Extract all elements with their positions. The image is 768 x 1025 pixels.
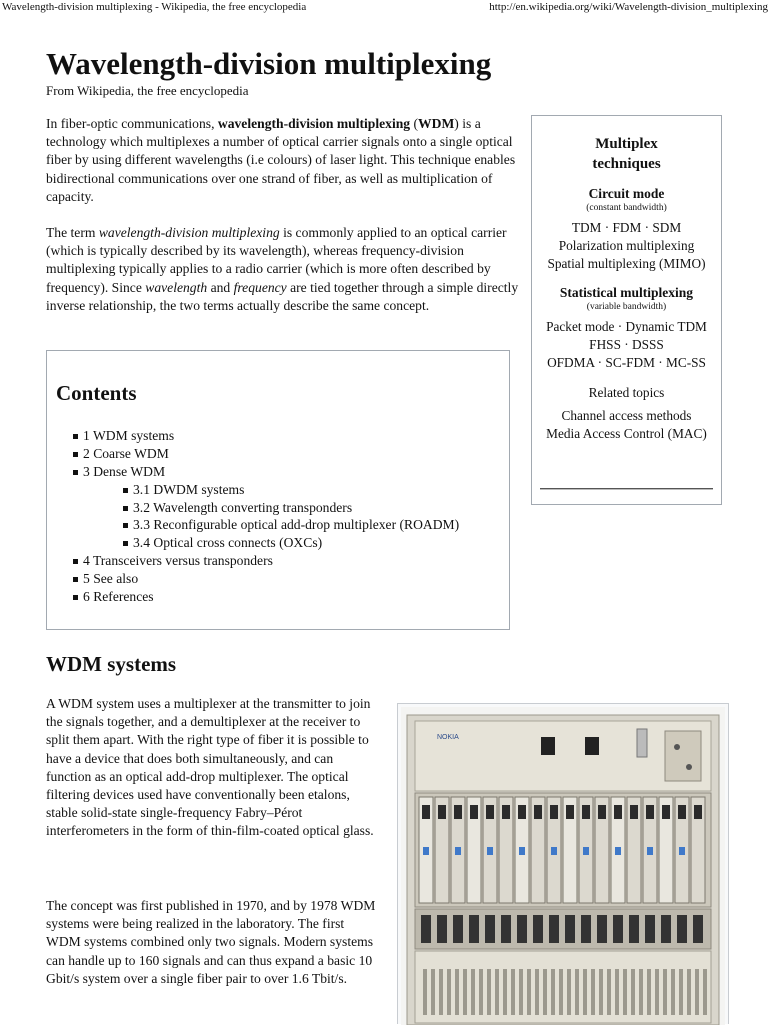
infobox-circuit-mode[interactable]: Circuit mode	[588, 186, 665, 201]
bullet-icon	[73, 559, 78, 564]
infobox-link[interactable]: FHSS · DSSS	[589, 337, 664, 352]
toc-title: Contents	[56, 381, 137, 405]
multiplex-techniques-infobox	[531, 115, 722, 505]
infobox-link[interactable]: Spatial multiplexing (MIMO)	[547, 256, 706, 271]
wdm-rack-photo	[401, 707, 725, 1025]
table-of-contents	[46, 350, 510, 630]
infobox-link[interactable]: Channel access methods	[561, 408, 692, 423]
toc-item[interactable]	[83, 588, 459, 606]
toc-item-label[interactable]: 1 WDM systems	[83, 428, 175, 443]
print-header-title: Wavelength-division multiplexing - Wikipedia, the free encyclopedia	[2, 1, 307, 13]
toc-subitem[interactable]	[133, 499, 459, 517]
intro-paragraph-1	[46, 115, 522, 206]
wdm-systems-paragraph-1: A WDM system uses a multiplexer at the transmitter to join the signals together, and a demultiplexer at the receiver to split them apart. With the right type of fiber it is possible to have a device that does both simultaneously, and can function as an optical add-drop multiplexer. The optical filtering devices used have conventionally been etalons, stable solid-state single-frequency Fabry–Pérot interferometers in the form of thin-film-coated optical glass.	[46, 696, 374, 839]
text-run: and	[207, 279, 234, 295]
bold-abbrev: WDM	[418, 116, 455, 131]
bullet-icon	[123, 541, 128, 546]
infobox-link[interactable]: Packet mode · Dynamic TDM	[546, 319, 707, 334]
text-run: (	[410, 116, 419, 131]
toc-item-label[interactable]: 3.4 Optical cross connects (OXCs)	[133, 535, 323, 551]
bullet-icon	[123, 523, 128, 528]
infobox-title: Multiplex techniques	[592, 136, 661, 172]
text-run: is commonly applied to an optical carrier (which is typically described by its wavelength), whereas frequency-division multiplexing typically applies to a radio carrier (which is more often described by frequency). Since	[46, 225, 507, 295]
toc-item[interactable]	[83, 552, 459, 570]
bullet-icon	[123, 488, 128, 493]
toc-item[interactable]	[83, 427, 459, 445]
italic-term: wavelength-division multiplexing	[98, 225, 280, 240]
toc-subitem[interactable]	[133, 534, 459, 552]
toc-item-label[interactable]: 3.1 DWDM systems	[133, 481, 245, 497]
infobox-link[interactable]: Media Access Control (MAC)	[546, 426, 707, 441]
toc-item[interactable]	[83, 445, 459, 463]
toc-item-label[interactable]: 4 Transceivers versus transponders	[83, 553, 273, 569]
infobox-link[interactable]: TDM · FDM · SDM	[571, 220, 682, 235]
text-run: In fiber-optic communications,	[46, 116, 218, 131]
bullet-icon	[123, 506, 128, 511]
infobox-link[interactable]: OFDMA · SC-FDM · MC-SS	[547, 355, 706, 370]
text-run: are tied together through a simple directly inverse relationship, the two terms actually describe the same concept.	[46, 279, 519, 313]
toc-item-label[interactable]: 6 References	[83, 589, 154, 605]
print-header	[2, 1, 768, 15]
bullet-icon	[73, 595, 78, 600]
italic-term: frequency	[233, 279, 287, 295]
bullet-icon	[73, 577, 78, 582]
infobox-divider	[540, 488, 713, 490]
infobox-statistical-subtitle: (variable bandwidth)	[586, 302, 667, 312]
toc-subitem[interactable]	[133, 516, 459, 534]
from-wikipedia-line: From Wikipedia, the free encyclopedia	[46, 83, 249, 98]
toc-item-label[interactable]: 5 See also	[83, 571, 139, 587]
bullet-icon	[73, 452, 78, 457]
bullet-icon	[73, 470, 78, 475]
text-run: The term	[46, 225, 99, 240]
toc-item-label[interactable]: 3.3 Reconfigurable optical add-drop multiplexer (ROADM)	[133, 517, 460, 533]
print-header-url[interactable]: http://en.wikipedia.org/wiki/Wavelength-division_multiplexing	[489, 1, 768, 13]
italic-term: wavelength	[145, 279, 208, 295]
toc-item[interactable]	[83, 570, 459, 588]
toc-list	[83, 427, 459, 606]
infobox-circuit-subtitle: (constant bandwidth)	[586, 203, 667, 213]
device-brand-label: NOKIA	[437, 734, 459, 741]
wdm-equipment-figure[interactable]	[397, 703, 729, 1024]
infobox-related-topics: Related topics	[588, 385, 665, 400]
toc-item-label[interactable]: 2 Coarse WDM	[83, 445, 169, 461]
section-heading-wdm-systems: WDM systems	[46, 652, 177, 676]
toc-item-label[interactable]: 3.2 Wavelength converting transponders	[133, 499, 353, 515]
bullet-icon	[73, 434, 78, 439]
text-run: ) is a technology which multiplexes a number of optical carrier signals onto a single optical fiber by using different wavelengths (i.e colours) of laser light. This technique enables bidirectional communications over one strand of fiber, as well as multiplication of capacity.	[46, 116, 516, 204]
bold-term: wavelength-division multiplexing	[217, 116, 411, 131]
toc-subitem[interactable]	[133, 481, 459, 499]
toc-item[interactable]	[83, 463, 459, 481]
toc-item-label[interactable]: 3 Dense WDM	[83, 463, 166, 479]
infobox-link[interactable]: Polarization multiplexing	[558, 238, 695, 253]
wdm-systems-paragraph-2: The concept was first published in 1970, and by 1978 WDM systems were being realized in the laboratory. The first WDM systems combined only two signals. Modern systems can handle up to 160 signals and can thus expand a basic 10 Gbit/s system over a single fiber pair to over 1.6 Tbit/s.	[46, 898, 376, 986]
intro-paragraph-2	[46, 224, 522, 315]
infobox-statistical-multiplexing[interactable]: Statistical multiplexing	[559, 285, 694, 300]
page-title: Wavelength-division multiplexing	[46, 46, 492, 81]
